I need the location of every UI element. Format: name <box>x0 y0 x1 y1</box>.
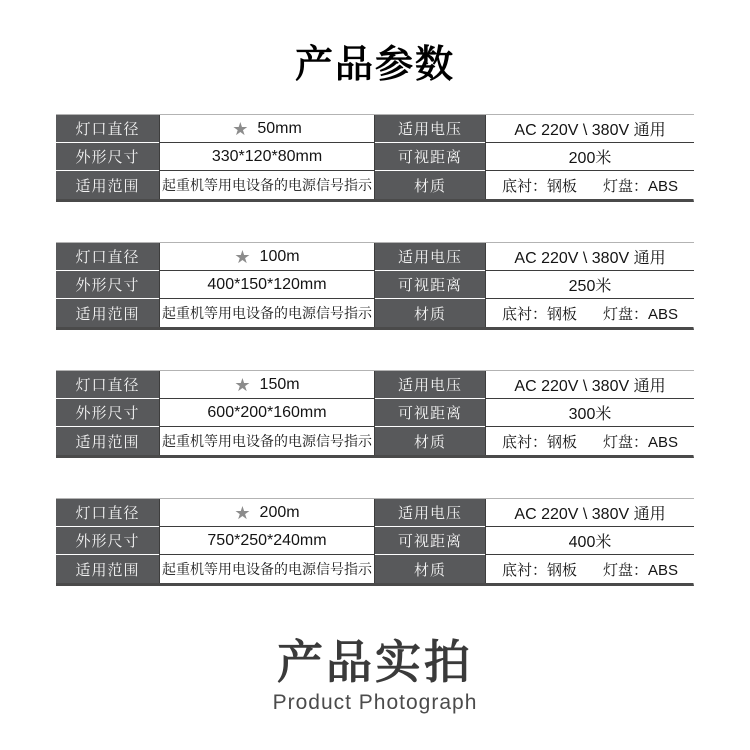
spec-label-visible-distance: 可视距离 <box>375 399 485 427</box>
spec-value-lamp-diameter <box>159 115 375 143</box>
spec-value-visible-distance: 250米 <box>485 271 694 299</box>
spec-table <box>56 370 694 458</box>
spec-label-material: 材质 <box>375 427 485 455</box>
spec-value-lamp-diameter <box>159 499 375 527</box>
spec-value-material <box>485 555 694 583</box>
spec-value-visible-distance: 300米 <box>485 399 694 427</box>
spec-label-material: 材质 <box>375 171 485 199</box>
spec-label-visible-distance: 可视距离 <box>375 527 485 555</box>
spec-table <box>56 242 694 330</box>
material-plate-value: 灯盘：ABS <box>603 433 679 451</box>
spec-table <box>56 498 694 586</box>
spec-label-voltage: 适用电压 <box>375 371 485 399</box>
spec-label-visible-distance: 可视距离 <box>375 271 485 299</box>
spec-label-material: 材质 <box>375 299 485 327</box>
spec-label-dimensions: 外形尺寸 <box>56 399 159 427</box>
spec-value-application: 起重机等用电设备的电源信号指示 <box>159 427 375 455</box>
lamp-diameter-value: 50mm <box>257 119 302 137</box>
spec-label-lamp-diameter: 灯口直径 <box>56 371 159 399</box>
spec-label-lamp-diameter: 灯口直径 <box>56 499 159 527</box>
material-plate-value: 灯盘：ABS <box>603 177 679 195</box>
star-icon: ★ <box>234 374 251 395</box>
star-icon: ★ <box>234 502 251 523</box>
spec-value-visible-distance: 200米 <box>485 143 694 171</box>
footer-section <box>0 636 750 715</box>
spec-label-dimensions: 外形尺寸 <box>56 527 159 555</box>
material-plate-value: 灯盘：ABS <box>603 305 679 323</box>
spec-value-voltage: AC 220V \ 380V 通用 <box>485 115 694 143</box>
spec-label-material: 材质 <box>375 555 485 583</box>
spec-label-voltage: 适用电压 <box>375 243 485 271</box>
spec-value-material <box>485 171 694 199</box>
spec-label-visible-distance: 可视距离 <box>375 143 485 171</box>
spec-value-visible-distance: 400米 <box>485 527 694 555</box>
spec-value-application: 起重机等用电设备的电源信号指示 <box>159 299 375 327</box>
spec-value-material <box>485 299 694 327</box>
spec-value-dimensions: 330*120*80mm <box>159 143 375 171</box>
spec-value-lamp-diameter <box>159 243 375 271</box>
lamp-diameter-value: 150m <box>259 375 300 393</box>
material-plate-value: 灯盘：ABS <box>603 561 679 579</box>
material-backing-value: 底衬：钢板 <box>501 561 577 579</box>
spec-label-dimensions: 外形尺寸 <box>56 143 159 171</box>
spec-table <box>56 114 694 202</box>
lamp-diameter-value: 100m <box>259 247 300 265</box>
spec-label-lamp-diameter: 灯口直径 <box>56 243 159 271</box>
footer-subtitle: Product Photograph <box>272 691 478 714</box>
spec-label-application: 适用范围 <box>56 427 159 455</box>
footer-title: 产品实拍 <box>277 636 473 688</box>
material-backing-value: 底衬：钢板 <box>501 177 577 195</box>
spec-value-lamp-diameter <box>159 371 375 399</box>
star-icon: ★ <box>232 118 249 139</box>
spec-label-application: 适用范围 <box>56 171 159 199</box>
lamp-diameter-value: 200m <box>259 503 300 521</box>
star-icon: ★ <box>234 246 251 267</box>
spec-value-application: 起重机等用电设备的电源信号指示 <box>159 555 375 583</box>
spec-value-voltage: AC 220V \ 380V 通用 <box>485 371 694 399</box>
tables-container <box>56 114 694 586</box>
material-backing-value: 底衬：钢板 <box>501 305 577 323</box>
spec-label-lamp-diameter: 灯口直径 <box>56 115 159 143</box>
spec-value-voltage: AC 220V \ 380V 通用 <box>485 243 694 271</box>
spec-value-dimensions: 750*250*240mm <box>159 527 375 555</box>
spec-label-application: 适用范围 <box>56 555 159 583</box>
spec-value-dimensions: 600*200*160mm <box>159 399 375 427</box>
spec-label-application: 适用范围 <box>56 299 159 327</box>
page-title: 产品参数 <box>294 44 455 86</box>
spec-value-application: 起重机等用电设备的电源信号指示 <box>159 171 375 199</box>
spec-value-voltage: AC 220V \ 380V 通用 <box>485 499 694 527</box>
spec-label-dimensions: 外形尺寸 <box>56 271 159 299</box>
spec-value-material <box>485 427 694 455</box>
spec-label-voltage: 适用电压 <box>375 499 485 527</box>
spec-value-dimensions: 400*150*120mm <box>159 271 375 299</box>
spec-label-voltage: 适用电压 <box>375 115 485 143</box>
material-backing-value: 底衬：钢板 <box>501 433 577 451</box>
